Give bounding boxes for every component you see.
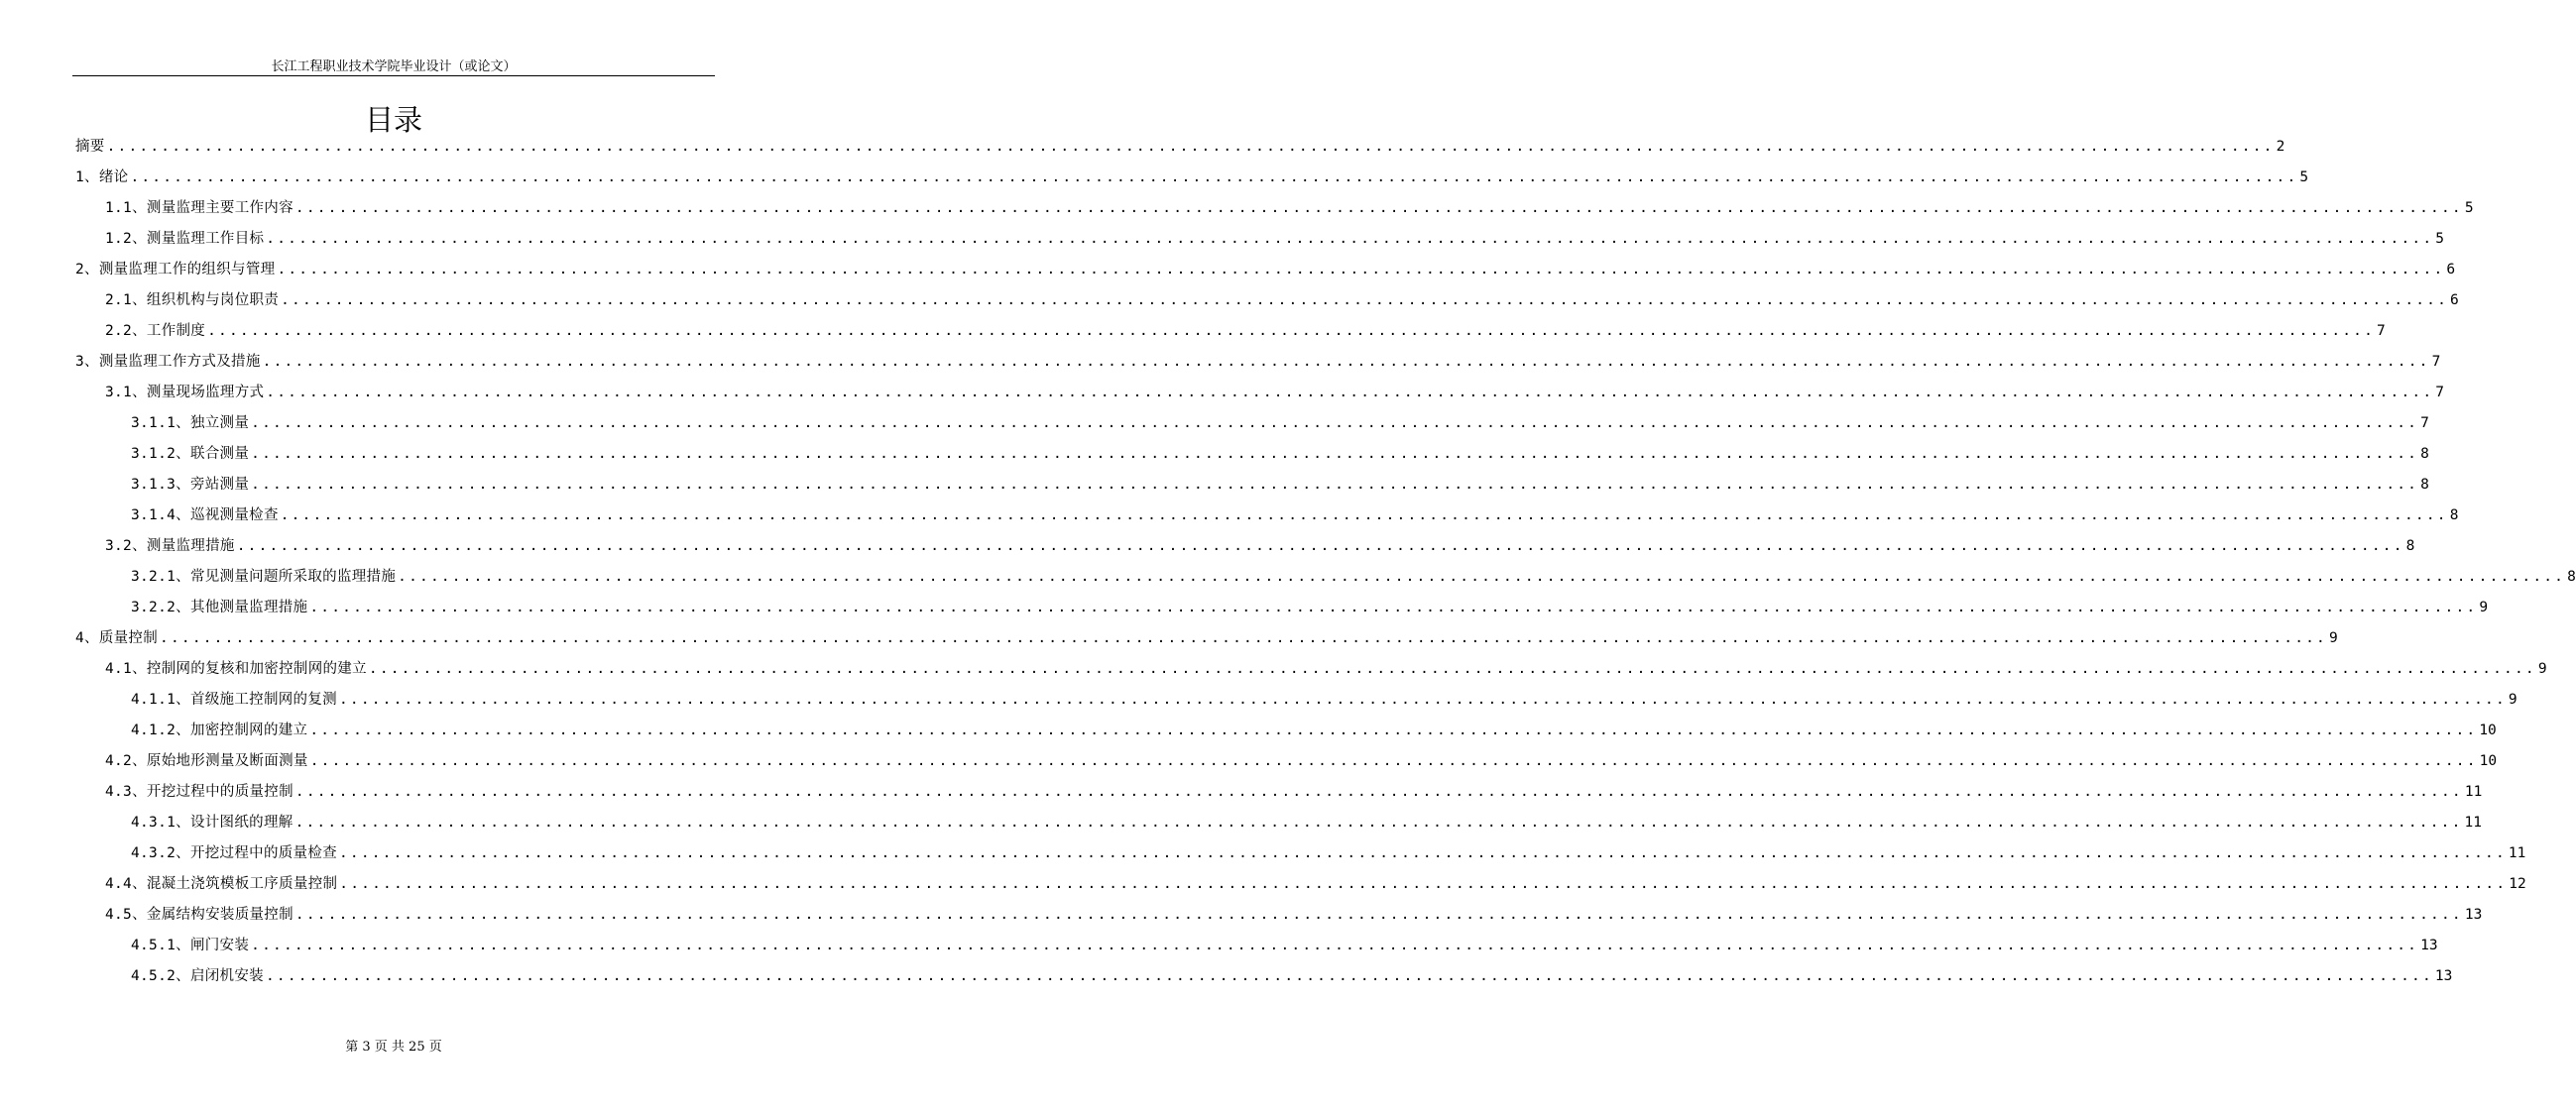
toc-entry[interactable]: [131, 931, 2438, 961]
toc-entry-page: 10: [2479, 753, 2498, 769]
toc-entry-page: 6: [2450, 292, 2459, 308]
toc-dot-leader: ........................................................................................................................................................................................................: [294, 784, 2463, 800]
toc-entry[interactable]: [131, 562, 2576, 593]
toc-entry-label: 2、测量监理工作的组织与管理: [75, 262, 276, 278]
toc-entry[interactable]: [131, 716, 2497, 746]
toc-entry-page: 8: [2567, 569, 2576, 585]
toc-dot-leader: ........................................................................................................................................................................................................: [265, 968, 2433, 984]
toc-entry-label: 3.1.4、巡视测量检查: [131, 507, 279, 523]
toc-entry-label: 4.1.2、加密控制网的建立: [131, 723, 308, 738]
toc-entry-page: 8: [2449, 507, 2459, 523]
toc-entry-page: 9: [2508, 692, 2517, 708]
toc-dot-leader: ........................................................................................................................................................................................................: [294, 907, 2463, 923]
toc-entry-page: 11: [2464, 784, 2483, 800]
toc-dot-leader: ........................................................................................................................................................................................................: [277, 262, 2445, 278]
toc-entry-label: 4.3.1、设计图纸的理解: [131, 815, 293, 831]
toc-entry[interactable]: [105, 746, 2498, 777]
toc-entry[interactable]: [131, 439, 2429, 470]
toc-entry-label: 3.1.2、联合测量: [131, 446, 250, 462]
toc-entry[interactable]: [105, 193, 2474, 224]
toc-entry[interactable]: [105, 316, 2386, 347]
toc-entry-page: 5: [2435, 231, 2444, 247]
toc-entry-page: 10: [2479, 723, 2497, 738]
toc-entry-label: 4.3、开挖过程中的质量控制: [105, 784, 293, 800]
toc-entry-page: 8: [2420, 477, 2429, 493]
toc-dot-leader: ........................................................................................................................................................................................................: [130, 169, 2298, 185]
toc-entry-label: 4、质量控制: [75, 630, 159, 646]
toc-entry-label: 2.2、工作制度: [105, 323, 206, 339]
toc-entry[interactable]: [105, 654, 2547, 685]
toc-entry-label: 4.1、控制网的复核和加密控制网的建立: [105, 661, 367, 677]
toc-dot-leader: ........................................................................................................................................................................................................: [266, 231, 2434, 247]
toc-entry-page: 12: [2509, 876, 2526, 892]
toc-dot-leader: ........................................................................................................................................................................................................: [309, 723, 2478, 738]
toc-entry[interactable]: [105, 531, 2415, 562]
toc-dot-leader: ........................................................................................................................................................................................................: [251, 415, 2419, 431]
toc-dot-leader: ........................................................................................................................................................................................................: [338, 692, 2507, 708]
toc-entry-page: 2: [2276, 139, 2285, 155]
toc-entry-label: 2.1、组织机构与岗位职责: [105, 292, 280, 308]
toc-dot-leader: ........................................................................................................................................................................................................: [160, 630, 2327, 646]
toc-entry-page: 8: [2405, 538, 2415, 554]
toc-entry[interactable]: [75, 163, 2309, 193]
toc-entry-label: 4.4、混凝土浇筑模板工序质量控制: [105, 876, 338, 892]
toc-dot-leader: ........................................................................................................................................................................................................: [309, 753, 2478, 769]
toc-entry[interactable]: [105, 900, 2483, 931]
toc-entry[interactable]: [105, 224, 2444, 255]
toc-entry-page: 11: [2508, 845, 2526, 861]
toc-dot-leader: ........................................................................................................................................................................................................: [294, 815, 2463, 831]
toc-entry-page: 7: [2431, 354, 2441, 370]
toc-dot-leader: ........................................................................................................................................................................................................: [207, 323, 2376, 339]
toc-entry[interactable]: [131, 685, 2517, 716]
toc-entry-page: 8: [2420, 446, 2429, 462]
toc-entry-page: 13: [2434, 968, 2453, 984]
toc-dot-leader: ........................................................................................................................................................................................................: [262, 354, 2430, 370]
toc-entry-page: 7: [2435, 385, 2444, 400]
toc-dot-leader: ........................................................................................................................................................................................................: [251, 446, 2419, 462]
toc-dot-leader: ........................................................................................................................................................................................................: [294, 200, 2463, 216]
toc-entry-label: 4.5.2、启闭机安装: [131, 968, 264, 984]
toc-entry-page: 5: [2464, 200, 2474, 216]
toc-entry[interactable]: [75, 132, 2285, 163]
toc-entry-label: 4.2、原始地形测量及断面测量: [105, 753, 308, 769]
toc-entry-page: 6: [2446, 262, 2456, 278]
toc-entry-label: 3.2、测量监理措施: [105, 538, 235, 554]
toc-entry[interactable]: [105, 869, 2526, 900]
toc-dot-leader: ........................................................................................................................................................................................................: [398, 569, 2566, 585]
header-title: 长江工程职业技术学院毕业设计（或论文）: [271, 59, 517, 74]
toc-entry-label: 摘要: [75, 139, 105, 155]
toc-dot-leader: ........................................................................................................................................................................................................: [251, 477, 2419, 493]
toc-entry[interactable]: [105, 777, 2483, 808]
toc-entry-page: 7: [2377, 323, 2386, 339]
toc-entry[interactable]: [131, 808, 2482, 838]
toc-entry[interactable]: [105, 378, 2444, 408]
toc-title: 目录: [364, 103, 422, 137]
toc-entry-label: 1.1、测量监理主要工作内容: [105, 200, 293, 216]
toc-entry-page: 13: [2420, 938, 2438, 953]
toc-entry-label: 3.1、测量现场监理方式: [105, 385, 265, 400]
toc-entry[interactable]: [131, 593, 2489, 623]
toc-entry-page: 7: [2420, 415, 2429, 431]
toc-entry-label: 3.2.1、常见测量问题所采取的监理措施: [131, 569, 397, 585]
toc-entry-page: 9: [2328, 630, 2338, 646]
toc-entry[interactable]: [105, 285, 2459, 316]
toc-entry-label: 1、绪论: [75, 169, 129, 185]
toc-dot-leader: ........................................................................................................................................................................................................: [281, 292, 2449, 308]
toc-entry-page: 9: [2537, 661, 2547, 677]
page-footer: 第 3 页 共 25 页: [345, 1040, 442, 1055]
toc-dot-leader: ........................................................................................................................................................................................................: [338, 845, 2507, 861]
toc-entry-page: 9: [2479, 600, 2489, 615]
toc-entry-page: 5: [2299, 169, 2309, 185]
toc-entry-page: 11: [2464, 815, 2482, 831]
toc-dot-leader: ........................................................................................................................................................................................................: [280, 507, 2448, 523]
toc-dot-leader: ........................................................................................................................................................................................................: [106, 139, 2275, 155]
toc-entry-label: 3、测量监理工作方式及措施: [75, 354, 261, 370]
toc-dot-leader: ........................................................................................................................................................................................................: [236, 538, 2404, 554]
toc-entry[interactable]: [131, 501, 2459, 531]
toc-entry-label: 4.5、金属结构安装质量控制: [105, 907, 293, 923]
header-divider: [72, 75, 715, 76]
toc-entry[interactable]: [75, 623, 2338, 654]
toc-dot-leader: ........................................................................................................................................................................................................: [368, 661, 2536, 677]
toc-entry-label: 4.3.2、开挖过程中的质量检查: [131, 845, 337, 861]
toc-entry-page: 13: [2464, 907, 2483, 923]
toc-entry-label: 3.1.3、旁站测量: [131, 477, 250, 493]
toc-entry[interactable]: [131, 408, 2429, 439]
toc-dot-leader: ........................................................................................................................................................................................................: [339, 876, 2508, 892]
toc-entry-label: 4.1.1、首级施工控制网的复测: [131, 692, 337, 708]
toc-entry[interactable]: [131, 470, 2429, 501]
toc-entry[interactable]: [75, 347, 2441, 378]
toc-entry-label: 3.2.2、其他测量监理措施: [131, 600, 308, 615]
toc-entry[interactable]: [131, 838, 2526, 869]
toc-dot-leader: ........................................................................................................................................................................................................: [309, 600, 2478, 615]
toc-entry[interactable]: [131, 961, 2453, 992]
toc-entry-label: 4.5.1、闸门安装: [131, 938, 250, 953]
toc-dot-leader: ........................................................................................................................................................................................................: [266, 385, 2434, 400]
toc-entry-label: 3.1.1、独立测量: [131, 415, 250, 431]
toc-entry-label: 1.2、测量监理工作目标: [105, 231, 265, 247]
toc-dot-leader: ........................................................................................................................................................................................................: [251, 938, 2419, 953]
toc-entry[interactable]: [75, 255, 2456, 285]
